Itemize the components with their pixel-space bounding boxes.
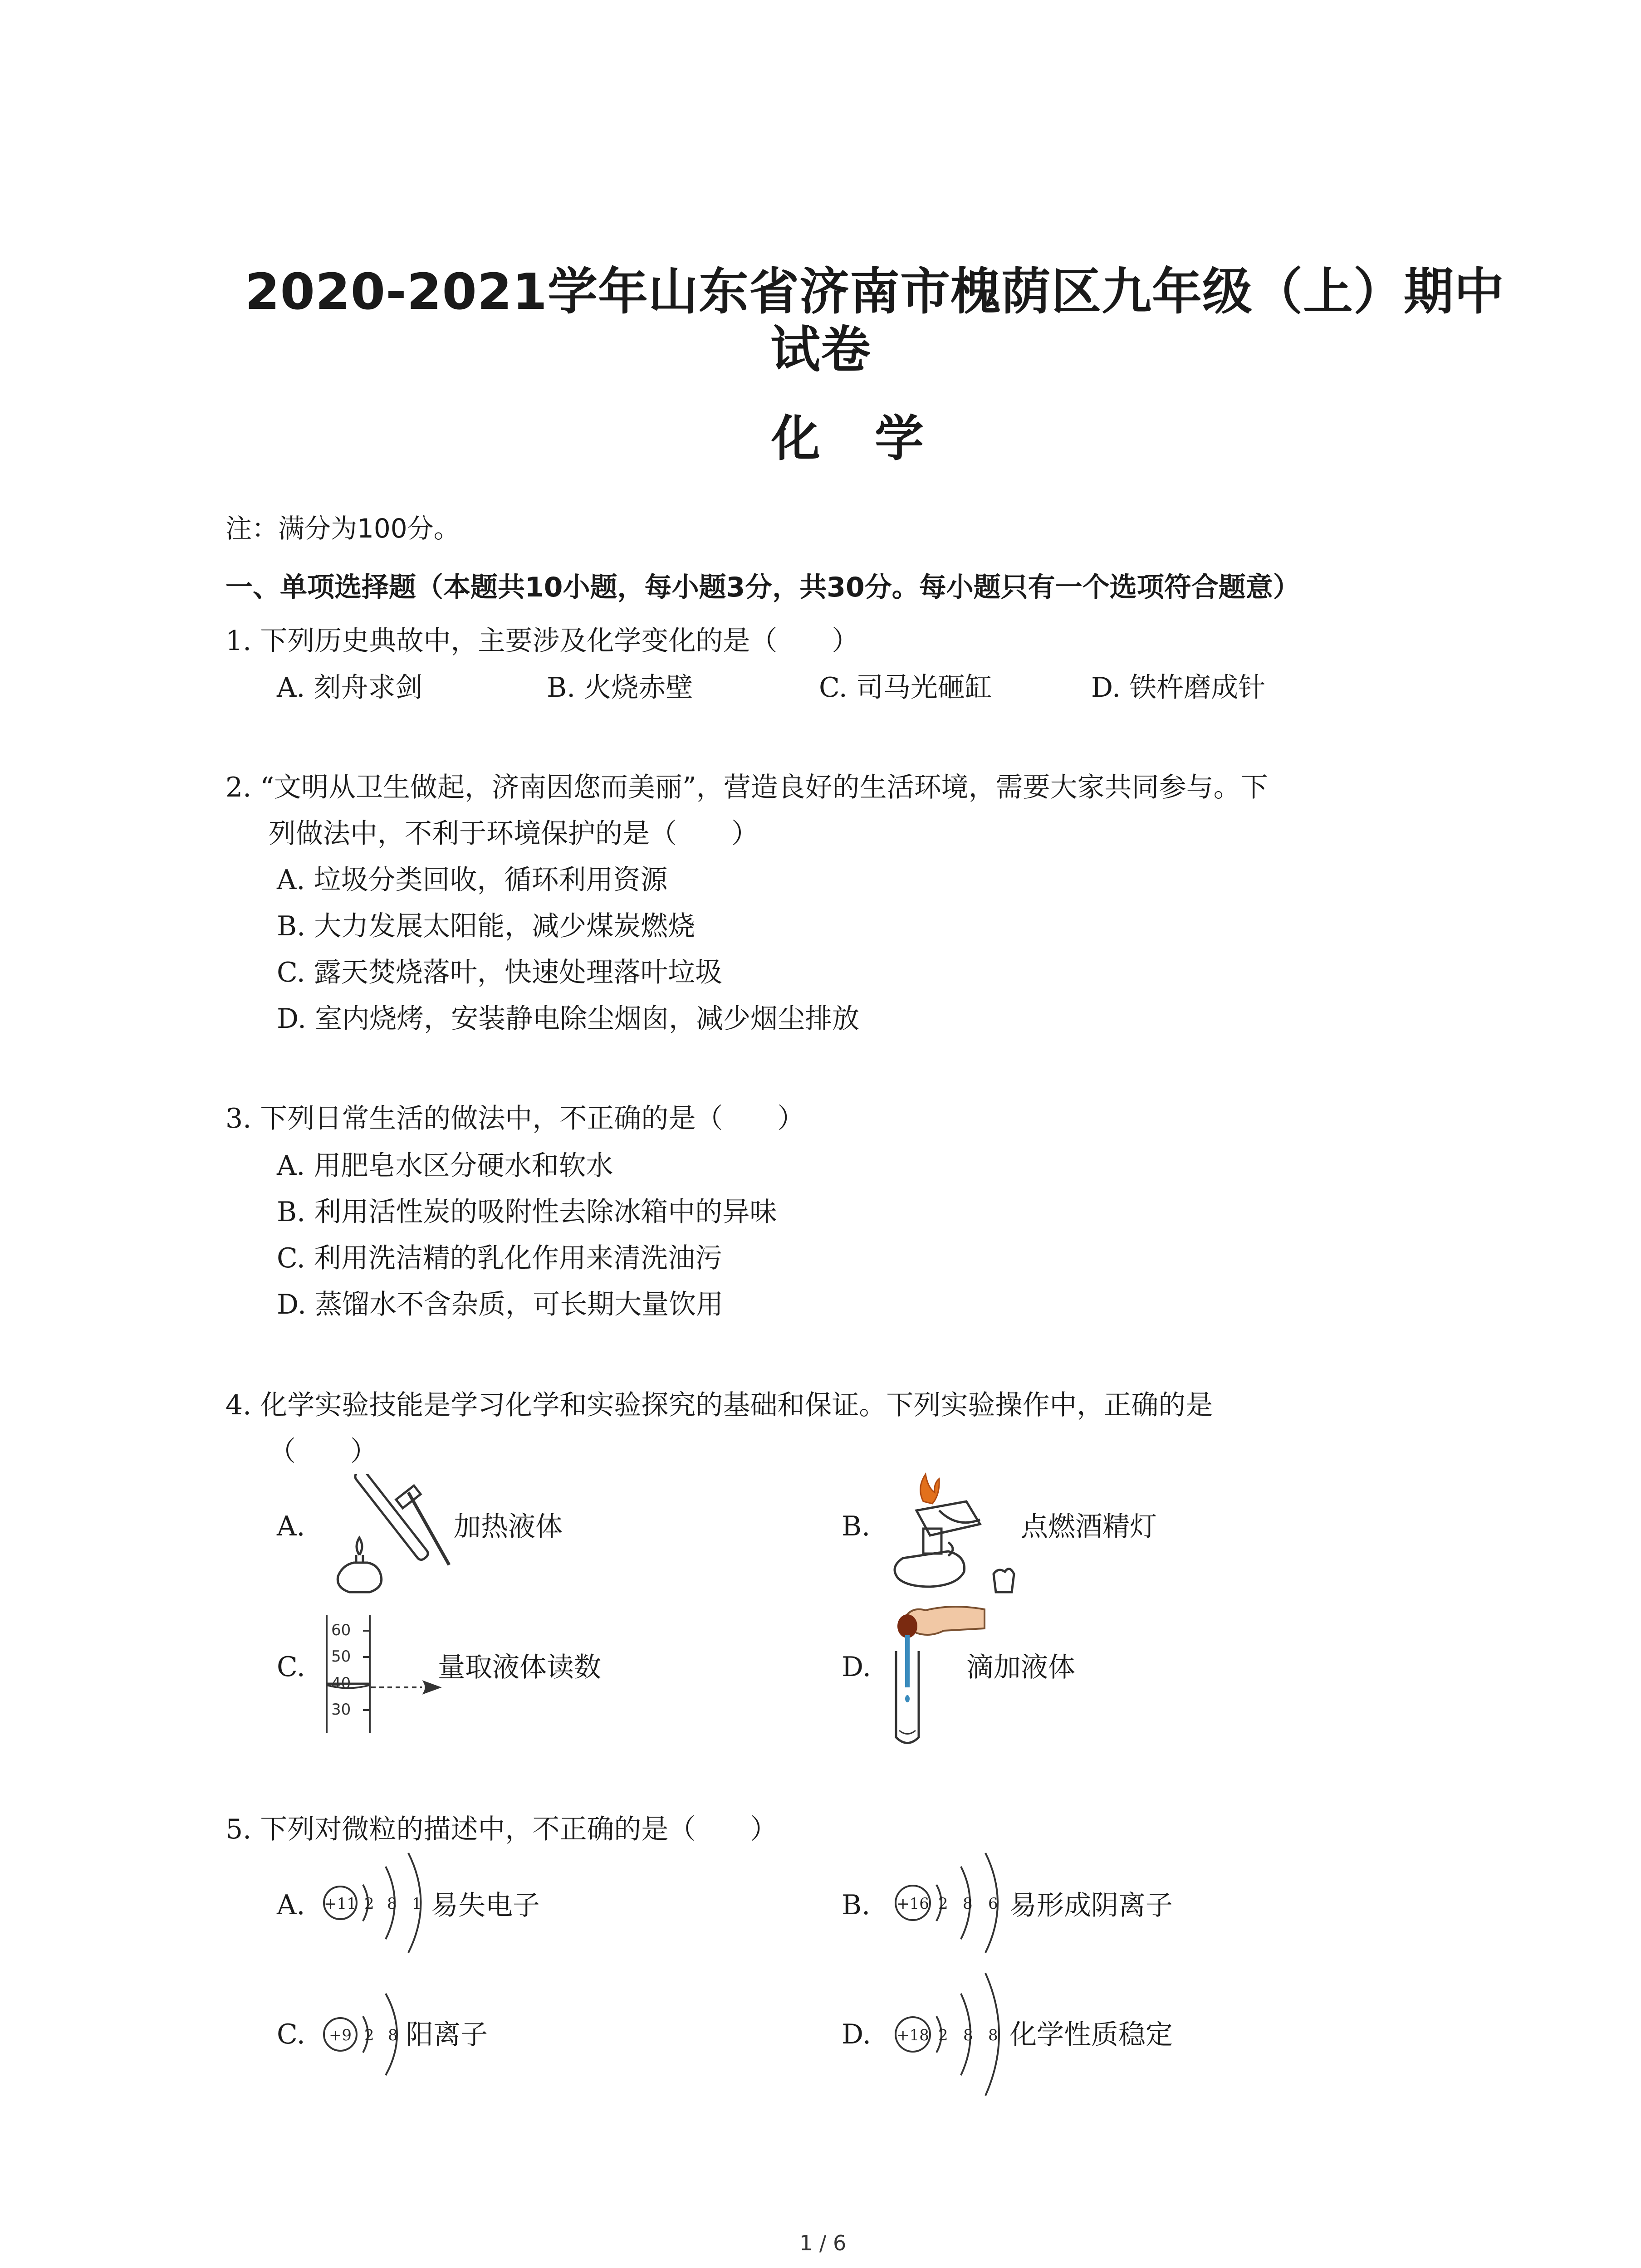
question-5-option-a-letter: A.: [277, 1889, 305, 1921]
graduated-cylinder-illustration: [318, 1610, 445, 1737]
question-2-stem-line1: 2. “文明从卫生做起，济南因您而美丽”，营造良好的生活环境，需要大家共同参与。下: [225, 772, 1268, 803]
question-5-option-d-letter: D.: [842, 2019, 872, 2050]
question-3-option-b: B. 利用活性炭的吸附性去除冰箱中的异味: [277, 1196, 777, 1228]
nucleus-a: +11: [324, 1895, 357, 1913]
alcohol-lamp-illustration: [889, 1470, 1034, 1606]
shell-d-3: 8: [988, 2026, 998, 2044]
shell-d-1: 2: [938, 2026, 948, 2044]
question-5-option-c-letter: C.: [277, 2019, 305, 2050]
question-1-option-a: A. 刻舟求剑: [277, 672, 423, 704]
question-4-stem-line1: 4. 化学实验技能是学习化学和实验探究的基础和保证。下列实验操作中，正确的是: [225, 1389, 1213, 1421]
question-4-option-a-letter: A.: [277, 1510, 305, 1542]
shell-c-2: 8: [388, 2026, 398, 2044]
question-5-option-c-label: 阳离子: [406, 2019, 488, 2051]
cylinder-tick-50: 50: [331, 1647, 351, 1666]
question-3-stem: 3. 下列日常生活的做法中，不正确的是（ ）: [225, 1103, 805, 1134]
question-1-option-c: C. 司马光砸缸: [819, 672, 992, 704]
nucleus-d: +18: [896, 2026, 929, 2044]
score-note: 注：满分为100分。: [225, 513, 460, 544]
question-4-option-a-label: 加热液体: [454, 1511, 563, 1543]
question-4-option-c-label: 量取液体读数: [438, 1652, 601, 1683]
shell-a-3: 1: [412, 1895, 422, 1913]
question-5-option-b-label: 易形成阴离子: [1009, 1890, 1173, 1921]
cylinder-tick-30: 30: [331, 1701, 351, 1719]
shell-c-1: 2: [364, 2026, 374, 2044]
shell-a-1: 2: [364, 1895, 374, 1913]
atom-diagram-d: [889, 1969, 1012, 2100]
question-3-option-d: D. 蒸馏水不含杂质，可长期大量饮用: [277, 1289, 724, 1320]
shell-b-3: 6: [988, 1895, 998, 1913]
heating-liquid-illustration: [318, 1474, 454, 1606]
question-1-option-b: B. 火烧赤壁: [547, 672, 693, 704]
question-4-stem-line2: （ ）: [269, 1436, 377, 1467]
question-3-option-c: C. 利用洗洁精的乳化作用来清洗油污: [277, 1242, 722, 1274]
nucleus-c: +9: [328, 2026, 352, 2044]
section-heading: 一、单项选择题（本题共10小题，每小题3分，共30分。每小题只有一个选项符合题意）: [225, 572, 1300, 603]
question-1-option-d: D. 铁杵磨成针: [1091, 672, 1266, 704]
atom-diagram-b: [889, 1846, 1012, 1960]
question-4-option-b-label: 点燃酒精灯: [1021, 1511, 1157, 1543]
question-2-stem-line2: 列做法中，不利于环境保护的是（ ）: [269, 818, 759, 850]
question-2-option-a: A. 垃圾分类回收，循环利用资源: [277, 864, 668, 896]
question-4-option-d-label: 滴加液体: [966, 1652, 1075, 1683]
question-5-stem: 5. 下列对微粒的描述中，不正确的是（ ）: [225, 1813, 778, 1845]
question-5-option-b-letter: B.: [842, 1889, 871, 1921]
question-4-option-b-letter: B.: [842, 1510, 871, 1542]
shell-b-1: 2: [938, 1895, 948, 1913]
question-4-option-c-letter: C.: [277, 1651, 305, 1683]
exam-title-line2: 试卷: [770, 321, 871, 379]
atom-diagram-a: [318, 1846, 436, 1960]
question-2-option-d: D. 室内烧烤，安装静电除尘烟囱，减少烟尘排放: [277, 1003, 860, 1035]
shell-a-2: 8: [387, 1895, 397, 1913]
page-number: 1 / 6: [799, 2231, 847, 2255]
subject-title: 化学: [771, 411, 979, 467]
question-5-option-a-label: 易失电子: [431, 1890, 540, 1921]
question-4-option-d-letter: D.: [842, 1651, 872, 1683]
question-2-option-b: B. 大力发展太阳能，减少煤炭燃烧: [277, 910, 696, 942]
shell-b-2: 8: [963, 1895, 973, 1913]
exam-title-line1: 2020-2021学年山东省济南市槐荫区九年级（上）期中: [245, 263, 1504, 321]
question-5-option-d-label: 化学性质稳定: [1009, 2019, 1173, 2051]
cylinder-tick-60: 60: [331, 1621, 351, 1639]
nucleus-b: +16: [896, 1895, 929, 1913]
question-3-option-a: A. 用肥皂水区分硬水和软水: [277, 1150, 613, 1182]
cylinder-tick-40: 40: [331, 1674, 351, 1692]
shell-d-2: 8: [963, 2026, 973, 2044]
question-1-stem: 1. 下列历史典故中，主要涉及化学变化的是（ ）: [225, 625, 859, 657]
question-2-option-c: C. 露天焚烧落叶，快速处理落叶垃圾: [277, 957, 722, 988]
